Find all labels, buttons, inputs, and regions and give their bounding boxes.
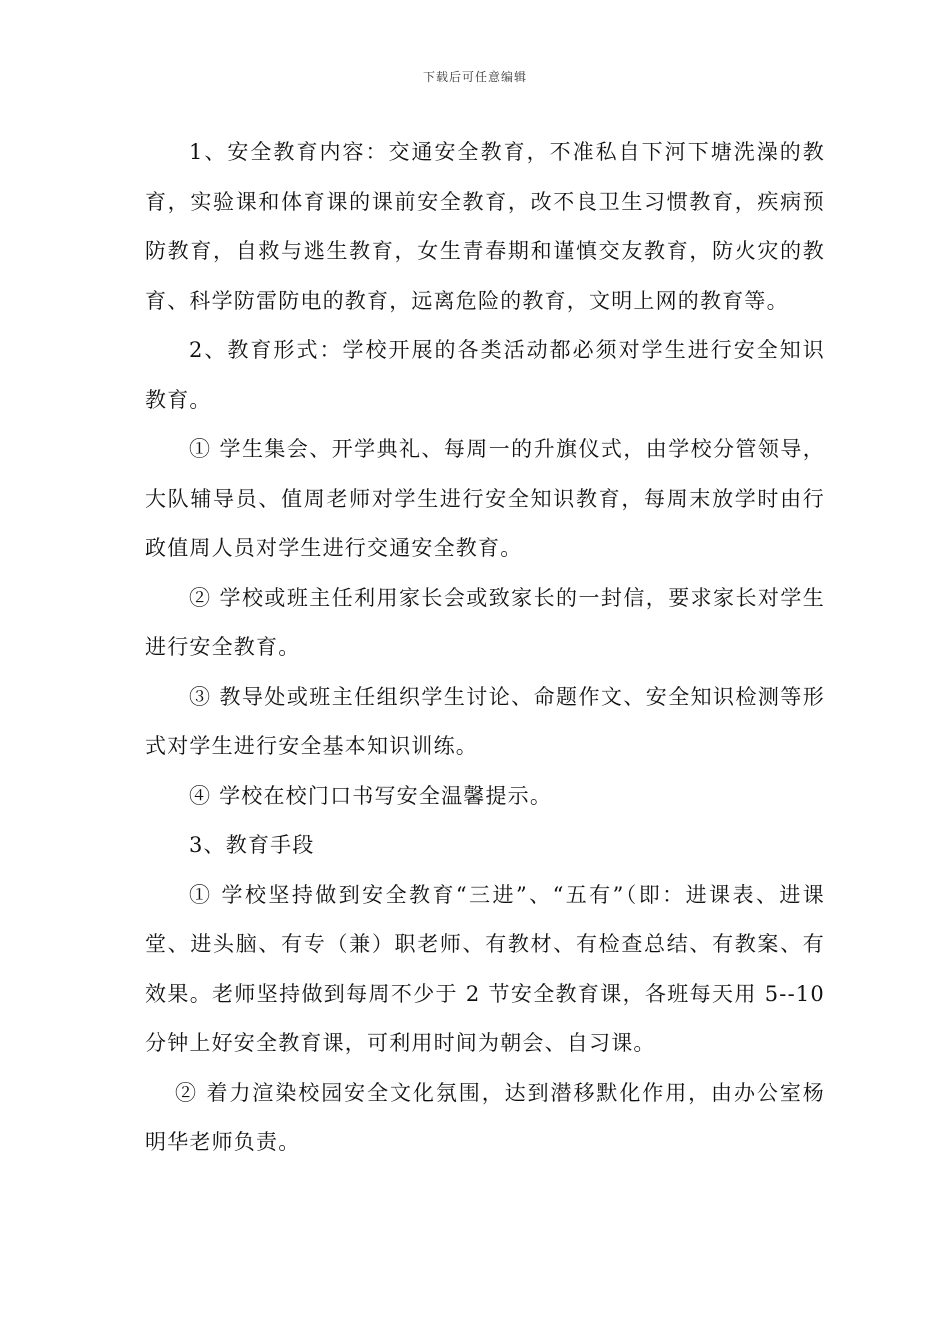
paragraph-form-item-2: ② 学校或班主任利用家长会或致家长的一封信，要求家长对学生进行安全教育。 <box>145 585 825 659</box>
paragraph-means-item-1: ① 学校坚持做到安全教育“三进”、“五有”（即：进课表、进课堂、进头脑、有专（兼）职老师、有教材、有检查总结、有教案、有效果。老师坚持做到每周不少于 2 节安全教育课，各班每天用 5--10 分钟上好安全教育课，可利用时间为朝会、自习课。 <box>145 882 825 1055</box>
document-body <box>145 128 825 1168</box>
paragraph-education-means: 3、教育手段 <box>189 833 315 857</box>
paragraph-form-item-3: ③ 教导处或班主任组织学生讨论、命题作文、安全知识检测等形式对学生进行安全基本知识训练。 <box>145 684 825 758</box>
paragraph-education-form: 2、教育形式：学校开展的各类活动都必须对学生进行安全知识教育。 <box>145 338 825 412</box>
paragraph-safety-content: 1、安全教育内容：交通安全教育，不准私自下河下塘洗澡的教育，实验课和体育课的课前安全教育，改不良卫生习惯教育，疾病预防教育，自救与逃生教育，女生青春期和谨慎交友教育，防火灾的教育、科学防雷防电的教育，远离危险的教育，文明上网的教育等。 <box>145 140 825 313</box>
paragraph-form-item-4: ④ 学校在校门口书写安全温馨提示。 <box>189 783 553 808</box>
paragraph-means-item-2: ② 着力渲染校园安全文化氛围，达到潜移默化作用，由办公室杨明华老师负责。 <box>145 1080 825 1154</box>
paragraph-form-item-1: ① 学生集会、开学典礼、每周一的升旗仪式，由学校分管领导，大队辅导员、值周老师对学生进行安全知识教育，每周末放学时由行政值周人员对学生进行交通安全教育。 <box>145 437 825 560</box>
page-header-note: 下载后可任意编辑 <box>422 70 527 84</box>
